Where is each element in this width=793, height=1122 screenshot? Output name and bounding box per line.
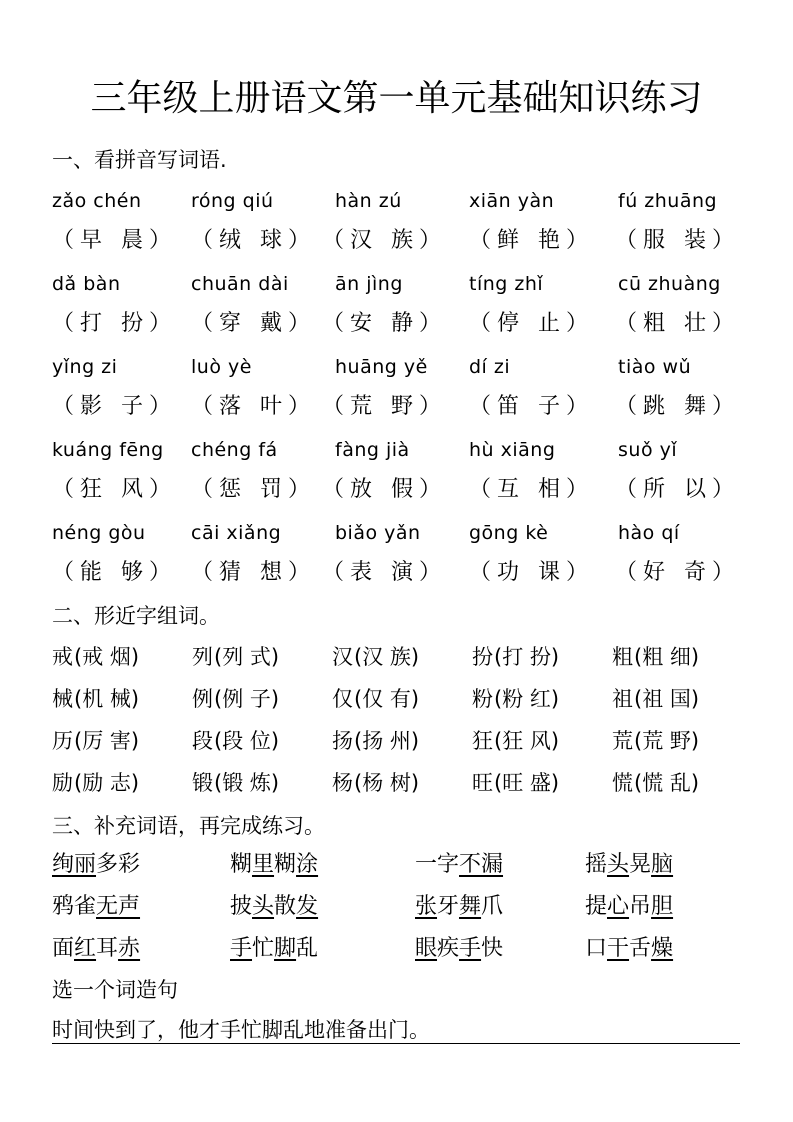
idiom-item — [52, 934, 140, 964]
formed-word: (旺 盛) — [494, 771, 560, 795]
given-characters: 耳 — [96, 936, 119, 961]
target-character: 汉 — [332, 645, 354, 669]
filled-characters: 舞 — [459, 894, 482, 919]
idiom-row — [0, 934, 793, 964]
target-character: 旺 — [472, 771, 494, 795]
filled-characters: 手 — [230, 936, 253, 961]
word-answer: （猜 想） — [191, 560, 316, 585]
given-characters: 牙 — [437, 894, 460, 919]
pinyin-item: xiān yàn — [469, 190, 555, 212]
similar-char-item — [52, 684, 139, 714]
filled-characters: 红 — [74, 936, 97, 961]
pinyin-row — [0, 186, 793, 216]
filled-characters: 无声 — [96, 894, 141, 919]
pinyin-item: kuáng fēng — [52, 439, 164, 461]
word-answer: （早 晨） — [52, 228, 177, 253]
word-answer: （跳 舞） — [615, 394, 740, 419]
similar-char-item — [52, 642, 139, 672]
target-character: 戒 — [52, 645, 74, 669]
formed-word: (例 子) — [214, 687, 280, 711]
word-answer: （好 奇） — [615, 560, 740, 585]
word-answer: （笛 子） — [469, 394, 594, 419]
filled-characters: 发 — [296, 894, 319, 919]
section1-heading: 一、看拼音写词语. — [52, 148, 227, 172]
idiom-item — [585, 892, 673, 922]
pinyin-item: dǎ bàn — [52, 273, 121, 295]
similar-char-row — [0, 768, 793, 798]
similar-char-item — [472, 684, 559, 714]
pinyin-item: biǎo yǎn — [335, 522, 421, 544]
word-answer: （表 演） — [322, 560, 447, 585]
word-answer: （穿 戴） — [191, 311, 316, 336]
formed-word: (列 式) — [214, 645, 280, 669]
similar-char-item — [332, 768, 419, 798]
given-characters: 糊 — [230, 852, 253, 877]
idiom-item — [230, 850, 318, 880]
given-characters: 爪 — [481, 894, 504, 919]
pinyin-item: cū zhuàng — [618, 273, 721, 295]
formed-word: (慌 乱) — [634, 771, 700, 795]
similar-char-item — [52, 768, 139, 798]
target-character: 祖 — [612, 687, 634, 711]
pinyin-item: huāng yě — [335, 356, 428, 378]
pinyin-row — [0, 518, 793, 548]
pinyin-item: luò yè — [191, 356, 252, 378]
word-answer: （惩 罚） — [191, 477, 316, 502]
target-character: 锻 — [192, 771, 214, 795]
similar-char-item — [52, 726, 139, 756]
target-character: 荒 — [612, 729, 634, 753]
pinyin-item: néng gòu — [52, 522, 146, 544]
word-row — [0, 309, 793, 339]
pinyin-item: fú zhuāng — [618, 190, 718, 212]
given-characters: 披 — [230, 894, 253, 919]
idiom-item — [415, 934, 503, 964]
target-character: 仅 — [332, 687, 354, 711]
filled-characters: 头 — [252, 894, 275, 919]
target-character: 慌 — [612, 771, 634, 795]
idiom-item — [415, 850, 503, 880]
word-answer: （停 止） — [469, 311, 594, 336]
idiom-item — [52, 892, 140, 922]
filled-characters: 干 — [607, 936, 630, 961]
similar-char-item — [612, 642, 699, 672]
similar-char-item — [472, 642, 559, 672]
given-characters: 散 — [274, 894, 297, 919]
word-answer: （狂 风） — [52, 477, 177, 502]
formed-word: (狂 风) — [494, 729, 560, 753]
given-characters: 鸦雀 — [52, 894, 97, 919]
pinyin-row — [0, 435, 793, 465]
word-answer: （粗 壮） — [615, 311, 740, 336]
word-answer: （汉 族） — [322, 228, 447, 253]
pinyin-item: suǒ yǐ — [618, 439, 678, 461]
target-character: 扬 — [332, 729, 354, 753]
target-character: 励 — [52, 771, 74, 795]
section2-heading: 二、形近字组词。 — [52, 604, 220, 628]
idiom-item — [415, 892, 503, 922]
filled-characters: 张 — [415, 894, 438, 919]
word-answer: （能 够） — [52, 560, 177, 585]
pinyin-item: hào qí — [618, 522, 680, 544]
similar-char-row — [0, 684, 793, 714]
section3-heading: 三、补充词语，再完成练习。 — [52, 814, 325, 838]
given-characters: 疾 — [437, 936, 460, 961]
word-answer: （荒 野） — [322, 394, 447, 419]
idiom-row — [0, 892, 793, 922]
filled-characters: 眼 — [415, 936, 438, 961]
similar-char-item — [332, 726, 419, 756]
target-character: 粉 — [472, 687, 494, 711]
word-row — [0, 558, 793, 588]
word-row — [0, 392, 793, 422]
formed-word: (扬 州) — [354, 729, 420, 753]
given-characters: 一字 — [415, 852, 460, 877]
formed-word: (荒 野) — [634, 729, 700, 753]
filled-characters: 心 — [607, 894, 630, 919]
formed-word: (仅 有) — [354, 687, 420, 711]
idiom-item — [230, 892, 318, 922]
pinyin-item: dí zi — [469, 356, 511, 378]
filled-characters: 头 — [607, 852, 630, 877]
pinyin-item: róng qiú — [191, 190, 274, 212]
pinyin-row — [0, 269, 793, 299]
similar-char-item — [192, 726, 279, 756]
idiom-item — [230, 934, 318, 964]
sentence-line: 时间快到了，他才手忙脚乱地准备出门。 — [52, 1016, 740, 1044]
word-answer: （安 静） — [322, 311, 447, 336]
filled-characters: 手 — [459, 936, 482, 961]
given-characters: 面 — [52, 936, 75, 961]
formed-word: (锻 炼) — [214, 771, 280, 795]
word-answer: （放 假） — [322, 477, 447, 502]
similar-char-item — [472, 726, 559, 756]
similar-char-item — [612, 726, 699, 756]
pinyin-item: hàn zú — [335, 190, 402, 212]
pinyin-item: hù xiāng — [469, 439, 556, 461]
word-answer: （鲜 艳） — [469, 228, 594, 253]
formed-word: (汉 族) — [354, 645, 420, 669]
word-answer: （打 扮） — [52, 311, 177, 336]
given-characters: 糊 — [274, 852, 297, 877]
word-answer: （服 装） — [615, 228, 740, 253]
given-characters: 乱 — [296, 936, 319, 961]
pinyin-row — [0, 352, 793, 382]
target-character: 段 — [192, 729, 214, 753]
given-characters: 忙 — [252, 936, 275, 961]
page-title: 三年级上册语文第一单元基础知识练习 — [90, 78, 703, 119]
pinyin-item: chuān dài — [191, 273, 289, 295]
similar-char-item — [332, 684, 419, 714]
given-characters: 晃 — [629, 852, 652, 877]
target-character: 列 — [192, 645, 214, 669]
pinyin-item: zǎo chén — [52, 190, 142, 212]
word-answer: （功 课） — [469, 560, 594, 585]
similar-char-item — [192, 768, 279, 798]
target-character: 杨 — [332, 771, 354, 795]
formed-word: (杨 树) — [354, 771, 420, 795]
filled-characters: 绚丽 — [52, 852, 97, 877]
filled-characters: 脚 — [274, 936, 297, 961]
similar-char-item — [332, 642, 419, 672]
pinyin-item: yǐng zi — [52, 356, 118, 378]
pinyin-item: fàng jià — [335, 439, 410, 461]
formed-word: (祖 国) — [634, 687, 700, 711]
given-characters: 快 — [481, 936, 504, 961]
formed-word: (厉 害) — [74, 729, 140, 753]
formed-word: (机 械) — [74, 687, 140, 711]
similar-char-item — [612, 768, 699, 798]
pinyin-item: tiào wǔ — [618, 356, 692, 378]
filled-characters: 不漏 — [459, 852, 504, 877]
filled-characters: 涂 — [296, 852, 319, 877]
formed-word: (励 志) — [74, 771, 140, 795]
formed-word: (粗 细) — [634, 645, 700, 669]
idiom-item — [585, 850, 673, 880]
sentence-heading: 选一个词造句 — [52, 978, 178, 1002]
word-answer: （影 子） — [52, 394, 177, 419]
filled-characters: 里 — [252, 852, 275, 877]
given-characters: 口 — [585, 936, 608, 961]
given-characters: 吊 — [629, 894, 652, 919]
similar-char-item — [192, 642, 279, 672]
target-character: 历 — [52, 729, 74, 753]
given-characters: 提 — [585, 894, 608, 919]
given-characters: 舌 — [629, 936, 652, 961]
similar-char-item — [612, 684, 699, 714]
formed-word: (粉 红) — [494, 687, 560, 711]
word-row — [0, 226, 793, 256]
word-answer: （绒 球） — [191, 228, 316, 253]
filled-characters: 脑 — [651, 852, 674, 877]
idiom-item — [52, 850, 140, 880]
word-answer: （落 叶） — [191, 394, 316, 419]
pinyin-item: ān jìng — [335, 273, 403, 295]
word-answer: （所 以） — [615, 477, 740, 502]
pinyin-item: cāi xiǎng — [191, 522, 282, 544]
pinyin-item: gōng kè — [469, 522, 549, 544]
target-character: 扮 — [472, 645, 494, 669]
filled-characters: 赤 — [118, 936, 141, 961]
formed-word: (段 位) — [214, 729, 280, 753]
word-answer: （互 相） — [469, 477, 594, 502]
idiom-row — [0, 850, 793, 880]
similar-char-item — [192, 684, 279, 714]
target-character: 械 — [52, 687, 74, 711]
pinyin-item: tíng zhǐ — [469, 273, 544, 295]
word-row — [0, 475, 793, 505]
given-characters: 多彩 — [96, 852, 141, 877]
target-character: 狂 — [472, 729, 494, 753]
filled-characters: 胆 — [651, 894, 674, 919]
formed-word: (打 扮) — [494, 645, 560, 669]
similar-char-item — [472, 768, 559, 798]
pinyin-item: chéng fá — [191, 439, 278, 461]
similar-char-row — [0, 642, 793, 672]
idiom-item — [585, 934, 673, 964]
target-character: 粗 — [612, 645, 634, 669]
filled-characters: 燥 — [651, 936, 674, 961]
target-character: 例 — [192, 687, 214, 711]
given-characters: 摇 — [585, 852, 608, 877]
similar-char-row — [0, 726, 793, 756]
formed-word: (戒 烟) — [74, 645, 140, 669]
